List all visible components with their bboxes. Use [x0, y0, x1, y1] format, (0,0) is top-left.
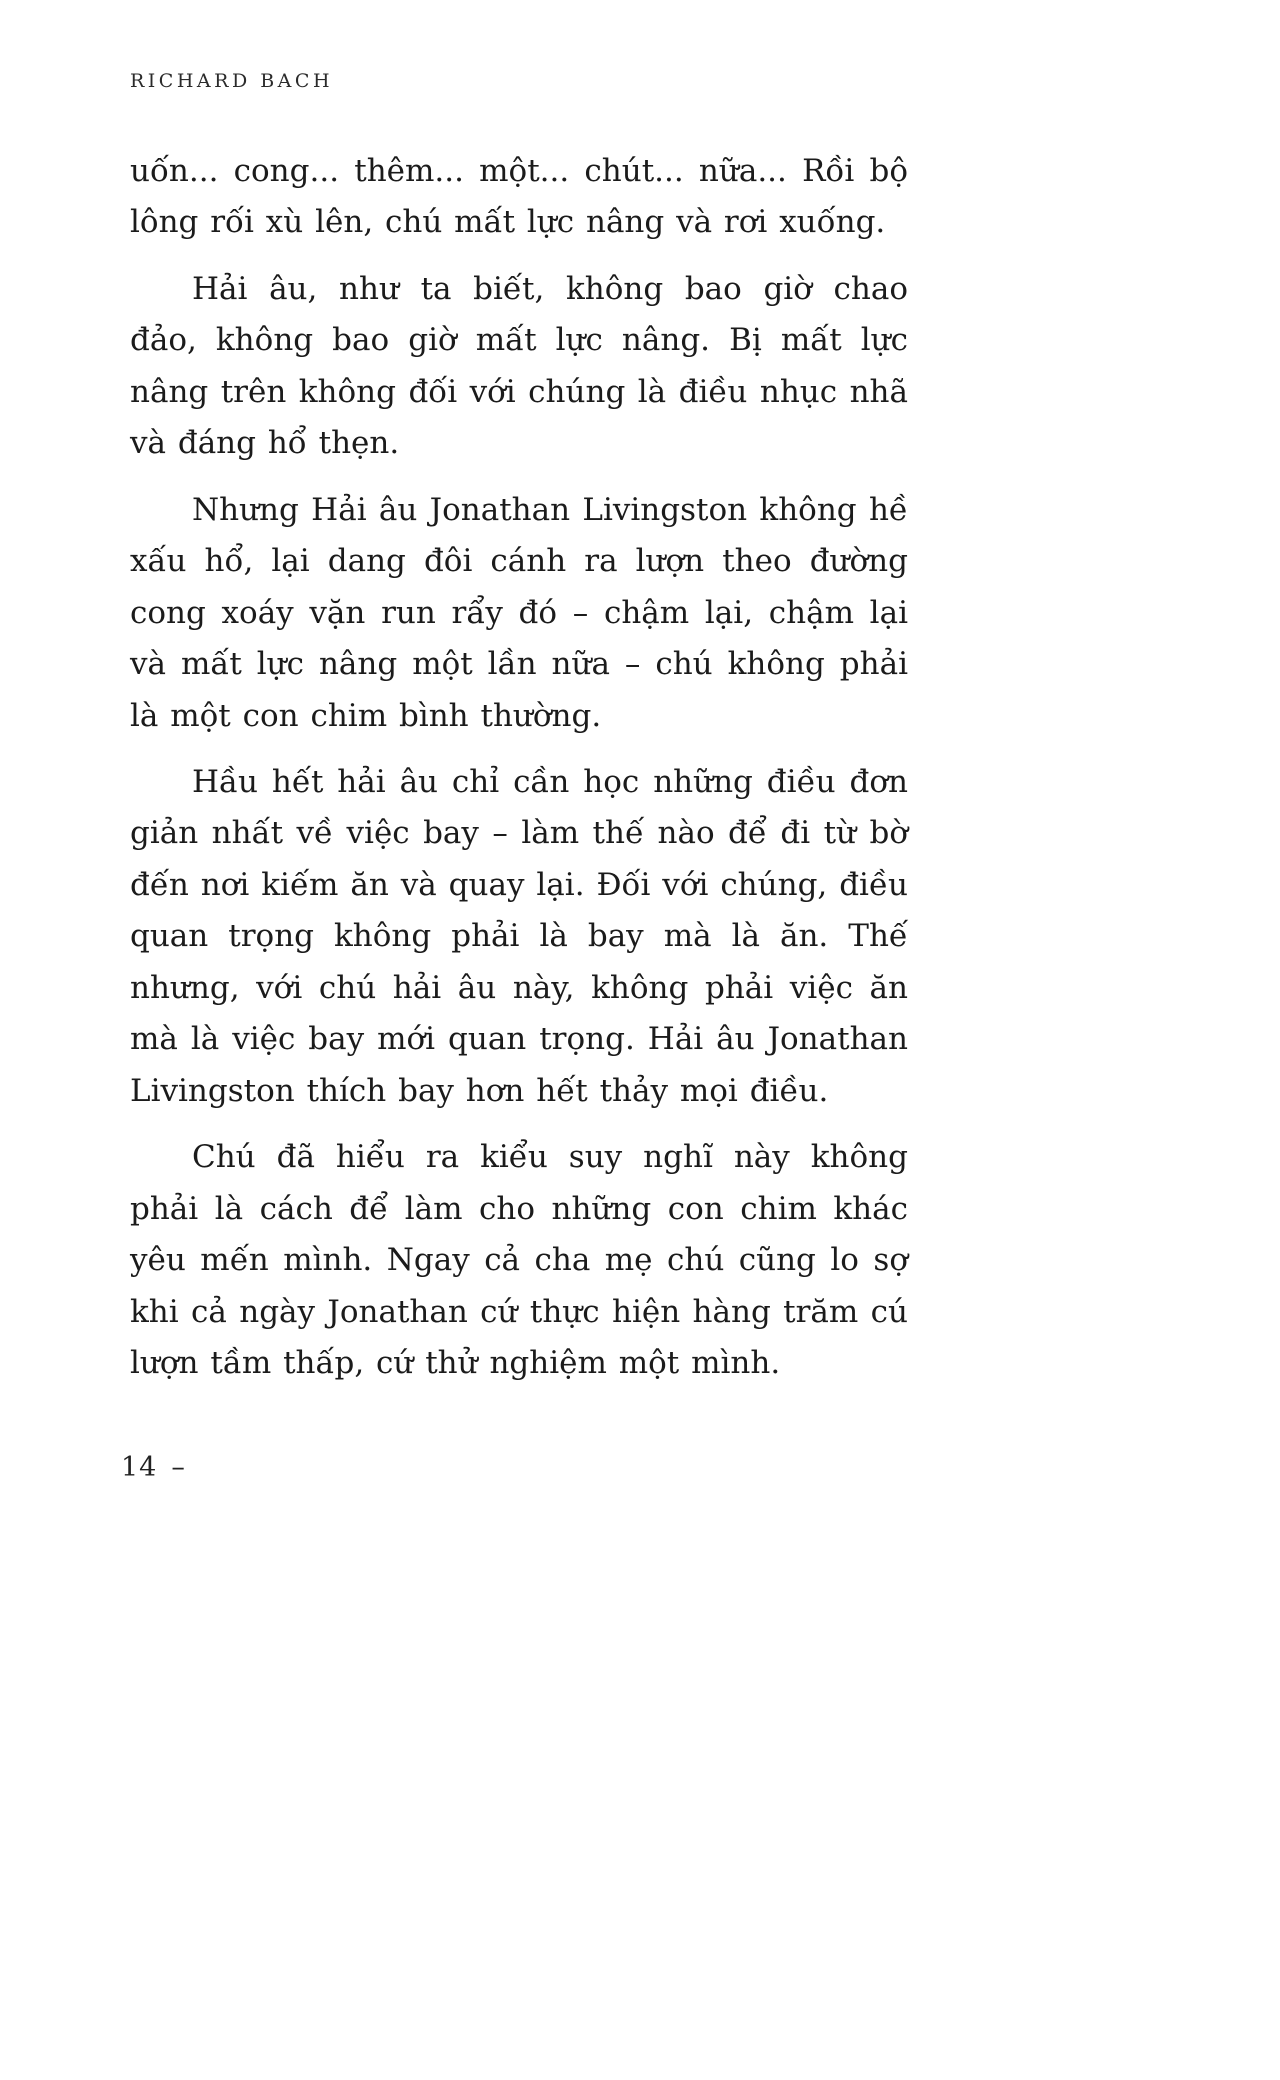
paragraph: Chú đã hiểu ra kiểu suy nghĩ này không phải là cách để làm cho những con chim khác yêu mến mình. Ngay cả cha mẹ chú cũng lo sợ khi cả ngày Jonathan cứ thực hiện hàng trăm cú lượn tầm thấp, cứ thử nghiệm một mình.	[130, 1139, 908, 1381]
page-number-dash: –	[171, 1452, 186, 1483]
page-number	[121, 1452, 186, 1483]
paragraph: Hầu hết hải âu chỉ cần học những điều đơn giản nhất về việc bay – làm thế nào để đi từ bờ đến nơi kiếm ăn và quay lại. Đối với chúng, điều quan trọng không phải là bay mà là ăn. Thế nhưng, với chú hải âu này, không phải việc ăn mà là việc bay mới quan trọng. Hải âu Jonathan Livingston thích bay hơn hết thảy mọi điều.	[130, 763, 908, 1109]
body-text	[130, 146, 908, 1389]
paragraph: Nhưng Hải âu Jonathan Livingston không hề xấu hổ, lại dang đôi cánh ra lượn theo đường cong xoáy vặn run rẩy đó – chậm lại, chậm lại và mất lực nâng một lần nữa – chú không phải là một con chim bình thường.	[130, 491, 908, 734]
paragraph: Hải âu, như ta biết, không bao giờ chao đảo, không bao giờ mất lực nâng. Bị mất lực nâng trên không đối với chúng là điều nhục nhã và đáng hổ thẹn.	[130, 270, 908, 462]
page-number-value: 14	[121, 1452, 158, 1483]
running-header-author: RICHARD BACH	[130, 70, 334, 92]
paragraph-continued: uốn... cong... thêm... một... chút... nữa... Rồi bộ lông rối xù lên, chú mất lực nâng và rơi xuống.	[130, 153, 908, 241]
